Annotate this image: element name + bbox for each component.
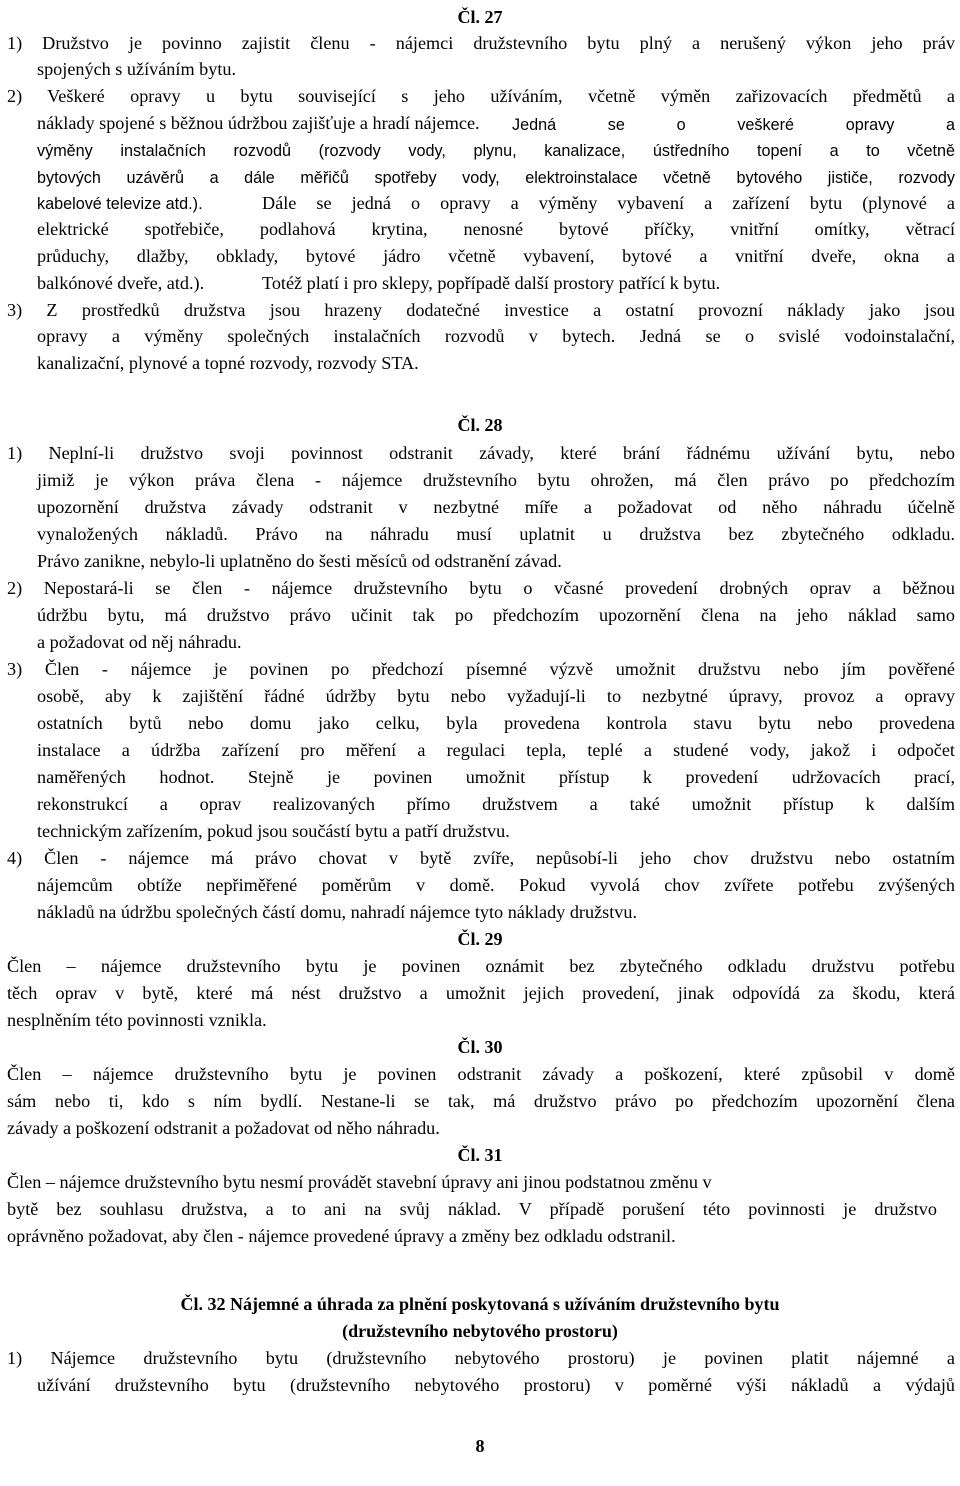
paragraph-line: spojených s užíváním bytu. bbox=[37, 59, 237, 79]
paragraph-line: a požadovat od něj náhradu. bbox=[37, 632, 242, 652]
paragraph-line: opravy a výměny společných instalačních rozvodů v bytech. Jedná se o svislé vodoinstalační, bbox=[37, 326, 955, 346]
page-number: 8 bbox=[475, 1436, 485, 1456]
paragraph-line: 3) Z prostředků družstva jsou hrazeny dodatečné investice a ostatní provozní náklady jako jsou bbox=[7, 300, 955, 320]
paragraph-line: elektrické spotřebiče, podlahová krytina, nenosné bytové příčky, vnitřní omítky, větrací bbox=[37, 219, 955, 239]
paragraph-line: Člen – nájemce družstevního bytu je povinen odstranit závady a poškození, které způsobil v domě bbox=[7, 1064, 955, 1084]
article-32-heading: Čl. 32 Nájemné a úhrada za plnění poskytovaná s užíváním družstevního bytu bbox=[180, 1294, 780, 1314]
paragraph-line: kanalizační, plynové a topné rozvody, rozvody STA. bbox=[37, 353, 419, 373]
paragraph-line: 2) Nepostará-li se člen - nájemce družstevního bytu o včasné provedení drobných oprav a běžnou bbox=[7, 578, 955, 598]
paragraph-line: vynaložených nákladů. Právo na náhradu musí uplatnit u družstva bez zbytečného odkladu. bbox=[37, 524, 955, 544]
article-31-heading: Čl. 31 bbox=[457, 1145, 503, 1165]
paragraph-line: instalace a údržba zařízení pro měření a regulaci tepla, teplé a studené vody, jakož i odpočet bbox=[37, 740, 955, 760]
paragraph-line: 1) Neplní-li družstvo svoji povinnost odstranit závady, které brání řádnému užívání bytu, nebo bbox=[7, 443, 955, 463]
paragraph-line: 1) Družstvo je povinno zajistit členu - nájemci družstevního bytu plný a nerušený výkon jeho práv bbox=[7, 33, 955, 53]
paragraph-line: náklady spojené s běžnou údržbou zajišťuje a hradí nájemce. bbox=[37, 113, 480, 133]
article-32-subheading: (družstevního nebytového prostoru) bbox=[342, 1321, 618, 1341]
paragraph-line: kabelové televize atd.). bbox=[37, 195, 203, 213]
paragraph-line: závady a poškození odstranit a požadovat od něho náhradu. bbox=[7, 1118, 440, 1138]
paragraph-line: bytě bez souhlasu družstva, a to ani na svůj náklad. V případě porušení této povinnosti je družstvo bbox=[7, 1199, 937, 1219]
paragraph-line: údržbu bytu, má družstvo právo učinit tak po předchozím upozornění člena na jeho náklad samo bbox=[37, 605, 955, 625]
paragraph-line: nájemcům obtíže nepřiměřené poměrům v domě. Pokud vyvolá chov zvířete potřebu zvýšených bbox=[37, 875, 955, 895]
paragraph-line: Člen – nájemce družstevního bytu je povinen oznámit bez zbytečného odkladu družstvu potřebu bbox=[7, 956, 955, 976]
paragraph-line: průduchy, dlažby, obklady, bytové jádro včetně vybavení, bytové a vnitřní dveře, okna a bbox=[37, 246, 955, 266]
paragraph-line: 1) Nájemce družstevního bytu (družstevního nebytového prostoru) je povinen platit nájemné a bbox=[7, 1348, 955, 1368]
article-29-heading: Čl. 29 bbox=[457, 929, 503, 949]
article-30-heading: Čl. 30 bbox=[457, 1037, 503, 1057]
paragraph-line: 2) Veškeré opravy u bytu související s jeho užíváním, včetně výměn zařizovacích předmětů a bbox=[7, 86, 955, 106]
paragraph-line: naměřených hodnot. Stejně je povinen umožnit přístup k provedení udržovacích prací, bbox=[37, 767, 955, 787]
paragraph-line: upozornění družstva závady odstranit v nezbytné míře a požadovat od něho náhradu účelně bbox=[37, 497, 955, 517]
paragraph-line: jimiž je výkon práva člena - nájemce družstevního bytu ohrožen, má člen právo po předchozím bbox=[37, 470, 955, 490]
paragraph-line: těch oprav v bytě, které má nést družstvo a umožnit jejich provedení, jinak odpovídá za škodu, která bbox=[7, 983, 955, 1003]
paragraph-line: balkónové dveře, atd.). bbox=[37, 273, 205, 293]
paragraph-line: Právo zanikne, nebylo-li uplatněno do šesti měsíců od odstranění závad. bbox=[37, 551, 562, 571]
paragraph-line: 4) Člen - nájemce má právo chovat v bytě zvíře, nepůsobí-li jeho chov družstvu nebo ostatním bbox=[7, 848, 955, 868]
paragraph-line: užívání družstevního bytu (družstevního nebytového prostoru) v poměrné výši nákladů a výdajů bbox=[37, 1375, 955, 1395]
paragraph-line: osobě, aby k zajištění řádné údržby bytu nebo vyžadují-li to nezbytné úpravy, provoz a opravy bbox=[37, 686, 955, 706]
paragraph-line: Dále se jedná o opravy a výměny vybavení a zařízení bytu (plynové a bbox=[262, 193, 955, 213]
paragraph-line: 3) Člen - nájemce je povinen po předchozí písemné výzvě umožnit družstvu nebo jím pověřené bbox=[7, 659, 955, 679]
paragraph-line: technickým zařízením, pokud jsou součástí bytu a patří družstvu. bbox=[37, 821, 510, 841]
article-27-heading: Čl. 27 bbox=[457, 7, 503, 27]
paragraph-line: výměny instalačních rozvodů (rozvody vody, plynu, kanalizace, ústředního topení a to včetně bbox=[37, 142, 955, 160]
paragraph-line: bytových uzávěrů a dále měřičů spotřeby vody, elektroinstalace včetně bytového jističe, rozvody bbox=[37, 169, 955, 187]
paragraph-line: nesplněním této povinnosti vznikla. bbox=[7, 1010, 267, 1030]
article-28-heading: Čl. 28 bbox=[457, 415, 503, 435]
paragraph-line: rekonstrukcí a oprav realizovaných přímo družstvem a také umožnit přístup k dalším bbox=[37, 794, 955, 814]
paragraph-line: Člen – nájemce družstevního bytu nesmí provádět stavební úpravy ani jinou podstatnou změnu v bbox=[7, 1172, 712, 1192]
paragraph-line: Totéž platí i pro sklepy, popřípadě další prostory patřící k bytu. bbox=[262, 273, 721, 293]
paragraph-line: oprávněno požadovat, aby člen - nájemce provedené úpravy a změny bez odkladu odstranil. bbox=[7, 1226, 676, 1246]
paragraph-line: ostatních bytů nebo domu jako celku, byla provedena kontrola stavu bytu nebo provedena bbox=[37, 713, 955, 733]
paragraph-line: Jedná se o veškeré opravy a bbox=[512, 116, 955, 134]
paragraph-line: sám nebo ti, kdo s ním bydlí. Nestane-li se tak, má družstvo právo po předchozím upozornění člena bbox=[7, 1091, 955, 1111]
paragraph-line: nákladů na údržbu společných částí domu, nahradí nájemce tyto náklady družstvu. bbox=[37, 902, 638, 922]
